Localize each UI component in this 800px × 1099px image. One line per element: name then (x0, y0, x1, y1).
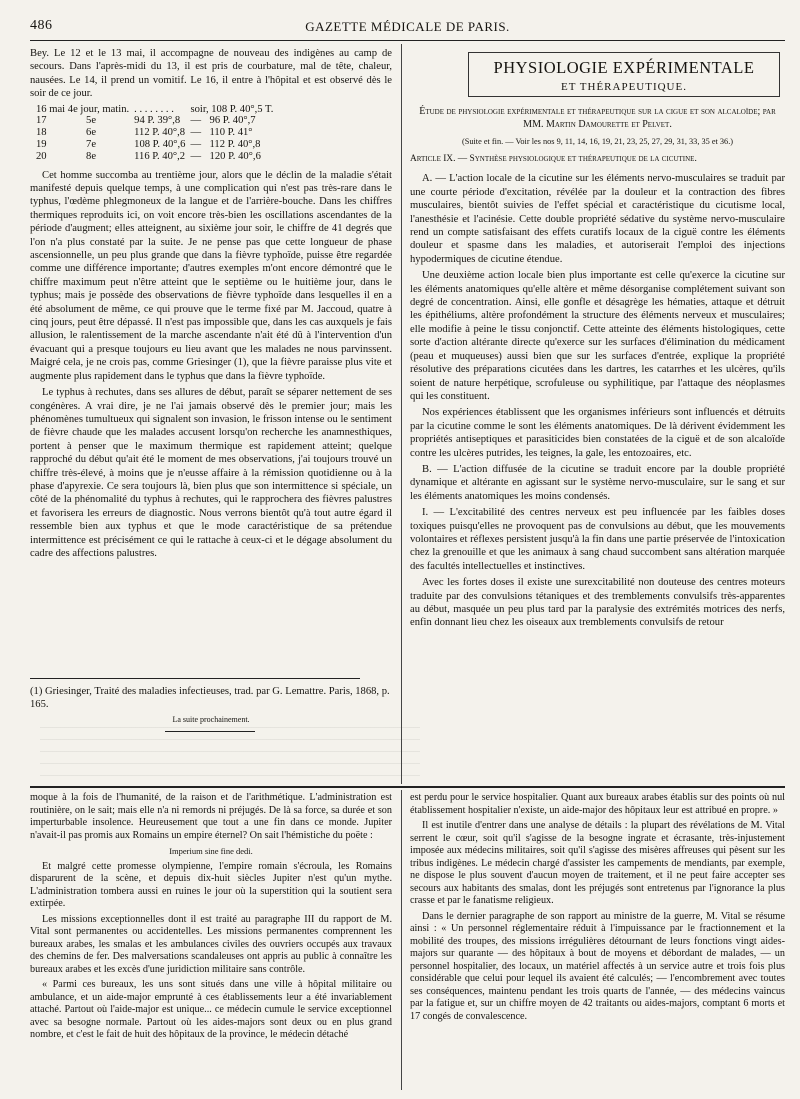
section-subtitle: ET THÉRAPEUTIQUE. (561, 81, 687, 93)
table-cell: 16 mai 4e jour, matin. (36, 103, 130, 115)
article-heading: Article IX. — Synthèse physiologique et thérapeutique de la cicutine. (410, 154, 697, 164)
paragraph: « Parmi ces bureaux, les uns sont situés dans une ville à hôpital militaire ou ambulance, et un aide-major emprunté à ces établissements leur a été invariablement attaché. Partout où l'aide-major est unique... ce médecin cumule le service exceptionnel avec sa besogne normale. Partout où les aides-majors sont deux ou en plus grand nombre, et c'est le fait de huit des hôpitaux de la province, le médecin détaché (30, 979, 392, 1040)
paragraph: Cet homme succomba au trentième jour, alors que le déclin de la maladie s'était manifesté depuis quelque temps, à une complication qui n'est pas très-rare dans le typhus, l'œdème phlegmoneux de la langue et de l'arrière-bouche. Dans les chiffres thermiques reproduits ici, on voit encore très-bien les oscillations ascendantes de la période d'augment; elles atteignent, au sixième jour soir, le chiffre de 41 degrés que l'on n'a plus constaté par la suite. Je ne pense pas que cette longueur de phase ascensionnelle, un peu plus grande que dans la fièvre typhoïde, puisse être regardée comme une différence importante; d'autres exemples m'ont encore démontré que le chiffre maximum peut n'être atteint que le septième ou le huitième jour, dans le typhus; mais je possède des observations de fièvre typhoïde dans lesquelles il en a été absolument de même, ce qui prouve que le terme fixé par M. Jaccoud, quatre à cinq jours, peut être dépassé. Il n'est pas impossible que, dans les cas auxquels je fais allusion, le ralentissement de la marche ascendante n'ait été dû à l'intervention d'un évacuant qui a presque toujours eu lieu avant que les malades ne nous parvinssent. Maigré cela, je ne crois pas, comme Griesinger (1), que la fièvre paraisse plus vite et augmente plus rapidement dans le typhus que dans la fièvre typhoïde. (30, 169, 392, 382)
continuation-note: (Suite et fin. — Voir les nos 9, 11, 14, 16, 19, 21, 23, 25, 27, 29, 31, 33, 35 et 36.) (461, 137, 734, 146)
table-cell: 17 (36, 115, 47, 127)
footnote: (1) Griesinger, Traité des maladies infectieuses, trad. par G. Lemattre. Paris, 1868, p. 165. (30, 686, 390, 710)
table-cell: — (190, 127, 202, 139)
bottom-left-column (30, 792, 392, 1045)
table-cell: — (190, 139, 202, 151)
paragraph: Une deuxième action locale bien plus importante est celle qu'exerce la cicutine sur les éléments anatomiques qu'elle altère et même désorganise complétement suivant son degré de concentration. Ainsi, elle gonfle et désagrège les hématies, attaque et détruit les épithéliums, altère profondément la structure des éléments nerveux et musculaires; elle modifie à peine le tissu conjonctif. Cette atteinte des éléments histologiques, cette sorte d'action altérante directe qu'exerce sur les surfaces d'élimination du médicament (peau et muqueuses) aussi bien que sur les surfaces d'entrée, explique la propriété résolutive des préparations cicutées dans les dartres, les catarrhes et les ulcères, qu'ils soient de nature herpétique, scrofuleuse ou syphilitique, par l'attaque des néoplasmes qui les constituent. (410, 270, 785, 402)
table-row (36, 104, 278, 116)
table-cell: 6e (86, 127, 97, 139)
table-cell: 7e (86, 139, 97, 151)
bottom-right-column (410, 792, 785, 1026)
paragraph: I. — L'excitabilité des centres nerveux est peu influencée par les faibles doses toxiques puisqu'elles ne provoquent pas de convulsions au début, que les mouvements volontaires et réflexes persistent jusqu'à la fin dans une partie préservée de l'intoxication chez la grenouille et que les animaux à sang chaud succombent sans altération marquée des facultés intellectuelles et instinctives. (410, 507, 785, 572)
section-title-box (468, 52, 780, 97)
study-title: Étude de physiologie expérimentale et thérapeutique sur la cigue et son alcaloïde; par MM. Martin Damourette et Pelvet. (419, 106, 776, 130)
table-cell: 116 P. 40°,2 (134, 150, 186, 162)
footnote-rule (30, 678, 360, 679)
table-row (36, 139, 278, 151)
page-header (30, 18, 785, 38)
paragraph: est perdu pour le service hospitalier. Quant aux bureaux arabes établis sur des points où nul établissement hospitalier n'existe, un aide-major des hôpitaux leur est attribué en propre. » (410, 792, 785, 816)
table-cell: 110 P. 41° (209, 127, 253, 139)
paragraph: B. — L'action diffusée de la cicutine se traduit encore par la double propriété dynamique et altérante en agissant sur le système nervo-musculaire, sur le sang et sur les éléments anatomiques les moins condensés. (410, 463, 785, 502)
table-cell: 20 (36, 150, 47, 162)
table-cell: 112 P. 40°,8 (209, 139, 261, 151)
table-row (36, 127, 278, 139)
page-number: 486 (30, 18, 53, 33)
right-top-column (410, 105, 785, 633)
journal-title: GAZETTE MÉDICALE DE PARIS. (305, 19, 510, 34)
paragraph: Dans le dernier paragraphe de son rapport au ministre de la guerre, M. Vital se résume ainsi : « Un personnel réglementaire réduit à l'impuissance par le fractionnement et la mobilité des troupes, des missions irrégulières détournant de leurs fonctions vingt aides-majors sur quarante — des hôpitaux à bout de moyens et débordant de malades, — un personnel hospitalier, des locaux, un matériel affectés à un service autre et trois fois plus considérable que celui pour lequel ils avaient été calculés; — l'encombrement avec toutes ses conséquences, maintenu pendant les trois quarts de l'année, — des médecins vaincus par la fatigue et, sur un chiffre moyen de 42 traitants ou aides-majors, comptant 6 morts et 17 congés de convalescence. (410, 910, 785, 1022)
paragraph: Et malgré cette promesse olympienne, l'empire romain s'écroula, les Romains disparurent de la scène, et depuis dix-huit siècles Jupiter n'est qu'un mythe. L'administration tombera aussi en ruines le jour où la superstition qui la soutient sera extirpée. (30, 860, 392, 909)
table-cell: 96 P. 40°,7 (209, 115, 256, 127)
column-divider (401, 790, 402, 1090)
table-cell: 19 (36, 139, 47, 151)
table-cell: 120 P. 40°,6 (209, 150, 261, 162)
table-cell: 5e (86, 115, 97, 127)
bleed-through (40, 727, 420, 777)
section-divider (30, 786, 785, 788)
temperature-table (36, 104, 278, 163)
table-cell: — (190, 115, 202, 127)
to-be-continued: La suite prochainement. (172, 715, 250, 724)
table-row (36, 115, 278, 127)
table-cell: 18 (36, 127, 47, 139)
table-row (36, 151, 278, 163)
table-cell: soir, 108 P. 40°,5 T. (190, 103, 274, 115)
column-divider (401, 44, 402, 784)
paragraph: moque à la fois de l'humanité, de la raison et de l'arithmétique. L'administration est routinière, on le sait; mais elle n'a ni remords ni préjugés. De là sa force, sa durée et son imperturbable insolence. Heureusement que tout a une fin dans ce monde. Jupiter n'avait-il pas promis aux Romains un empire éternel? On sait l'hémistiche du poëte : (30, 792, 392, 841)
table-cell: 8e (86, 150, 97, 162)
paragraph: Les missions exceptionnelles dont il est traité au paragraphe III du rapport de M. Vital sont permanentes ou accidentelles. Les missions permanentes comprennent les bureaux arabes, les smalas et les ambulances civiles des ouvriers occupés aux travaux des chemins de fer. Des malversations scandaleuses ont appris au public à connaître les bureaux arabes et les excès d'une juridiction militaire sans contrôle. (30, 913, 392, 975)
section-title: PHYSIOLOGIE EXPÉRIMENTALE (493, 58, 755, 77)
table-cell: 112 P. 40°,8 (134, 127, 186, 139)
table-cell: 94 P. 39°,8 (134, 115, 181, 127)
header-rule (30, 40, 785, 41)
table-cell: — (190, 150, 202, 162)
paragraph: Nos expériences établissent que les organismes inférieurs sont influencés et détruits par la cicutine comme le sont les éléments anatomiques. De là dérivent évidemment les propriétés antiseptiques et parasiticides bien constatées de la ciguë et de son alcaloïde contre les ulcères putrides, les teignes, la gale, les entozoaires, etc. (410, 407, 785, 459)
latin-quote: Imperium sine fine dedi. (169, 846, 253, 856)
table-cell: 108 P. 40°,6 (134, 139, 186, 151)
left-top-column (30, 47, 392, 563)
case-intro: Bey. Le 12 et le 13 mai, il accompagne de nouveau des indigènes au camp de secours. Dans l'après-midi du 13, il est pris de courbature, mal de tête, chaleur, nausées. Le 14, il prend un vomitif. Le 16, il entre à l'hôpital et est observé dès le soir de ce jour. (30, 48, 392, 100)
paragraph: Il est inutile d'entrer dans une analyse de détails : la plupart des révélations de M. Vital serrent le cœur, soit qu'il s'agisse de la besogne ingrate et écrasante, très-injustement imposée aux médecins militaires, soit qu'il s'agisse des misères affreuses qui pèsent sur les tribus indigènes. Le médecin chargé d'assister les campements de mendiants, par exemple, ne dispose le plus souvent d'aucun moyen de traitement, et il ne peut faire accepter ses secours aux habitants des smalas, dont les préjugés sont entretenus par l'ignorance la plus crasse et par le fanatisme religieux. (410, 820, 785, 906)
paragraph: Le typhus à rechutes, dans ses allures de début, paraît se séparer nettement de ses congénères. A vrai dire, je ne l'ai jamais observé dès le premier jour; mais les phénomènes tumultueux qui signalent son invasion, le frisson intense ou le sentiment de fièvre chaude que les malades accusent lorsqu'on recherche les anamnesthiques, portent à penser que le maximum thermique est rapidement atteint; quelque rapproché du début qu'ait été le moment de mes observations, j'ai toujours trouvé un chiffre très-élevé, à moins que je n'eusse affaire à la rémission quotidienne ou à la phase d'apyrexie. Ce sera toujours là, bien plus que son intermittence si spéciale, un côté de la phénomalité du typhus à rechutes, qui le rapprochera des fièvres palustres et favorisera les erreurs de diagnostic. Nous verrons bientôt qu'à tout autre égard il ressemble bien aux typhus et que le mode caractéristique de sa prétendue intermittence est précisément ce qui le rattache à ceux-ci et le dégage absolument du cadre des affections palustres. (30, 387, 392, 559)
paragraph: Avec les fortes doses il existe une surexcitabilité non douteuse des centres moteurs traduite par des convulsions tétaniques et des tremblements convulsifs très-apparentes au début, masquée un peu plus tard par la paralysie des extrémités motrices des nerfs, enfin donnant lieu chez les oiseaux aux tremblements convulsifs de retour (410, 577, 785, 629)
table-cell: . . . . . . . . (134, 103, 174, 115)
paragraph: A. — L'action locale de la cicutine sur les éléments nervo-musculaires se traduit par une courte période d'excitation, révélée par la douleur et la contraction des fibres musculaires, bientôt suivies de l'effet spécial et caractéristique du cicutisme local, l'anesthésie et l'acinésie. Cette double propriété sédative du système nervo-musculaire rend un compte satisfaisant des effets curatifs locaux de la ciguë contre les éléments douleur et spasme dans les maladies, et autoriserait l'emploi des injections hypodermiques de cicutine étendue. (410, 173, 785, 265)
